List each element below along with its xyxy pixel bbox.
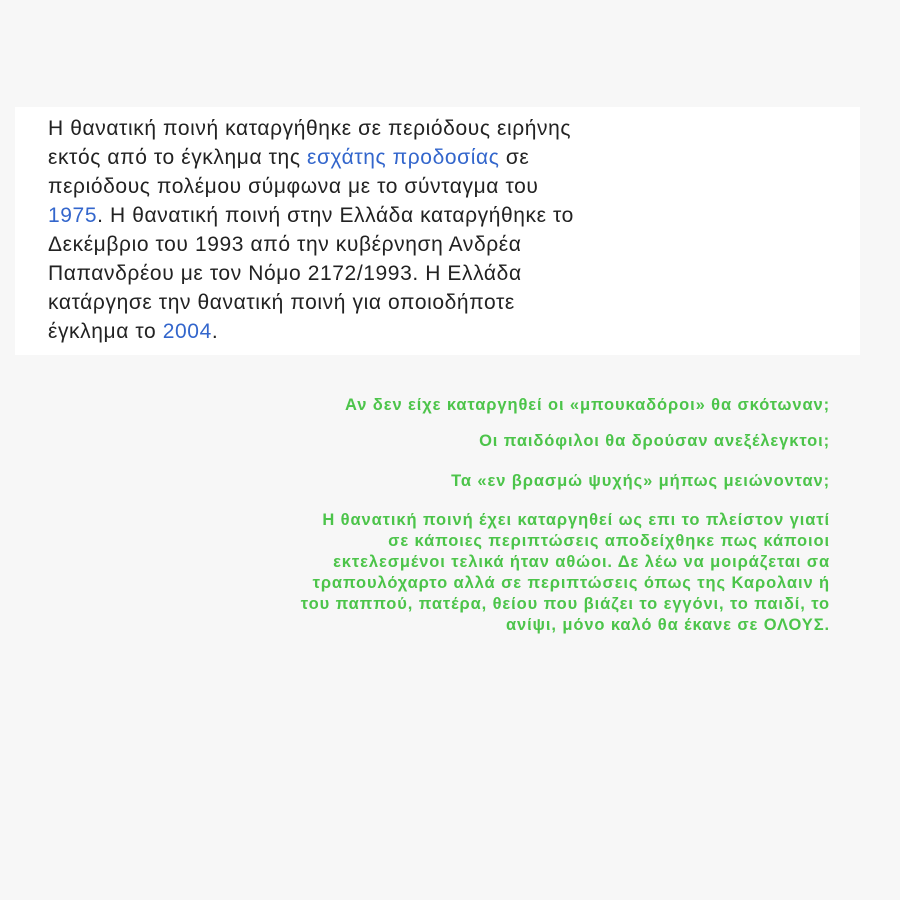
wikipedia-excerpt-card — [15, 107, 860, 355]
question-3: Τα «εν βρασμώ ψυχής» μήπως μειώνονταν; — [451, 472, 830, 490]
excerpt-line: Δεκέμβριο του 1993 από την κυβέρνηση Ανδρέα — [48, 233, 522, 256]
question-2: Οι παιδόφιλοι θα δρούσαν ανεξέλεγκτοι; — [479, 432, 830, 450]
paragraph-line: Η θανατική ποινή έχει καταργηθεί ως επι το πλείστον γιατί — [322, 511, 830, 529]
excerpt-line: Παπανδρέου με τον Νόμο 2172/1993. Η Ελλάδα — [48, 262, 522, 285]
excerpt-text: . — [211, 320, 219, 343]
comment-paragraph — [301, 510, 830, 636]
excerpt-line — [48, 204, 574, 228]
link-1975[interactable]: 1975 — [48, 204, 98, 227]
excerpt-text: . Η θανατική ποινή στην Ελλάδα καταργήθηκε το — [97, 204, 574, 227]
excerpt-line — [48, 320, 218, 344]
paragraph-line: τραπουλόχαρτο αλλά σε περιπτώσεις όπως της Καρολαιν ή — [312, 574, 830, 592]
excerpt-text: σε — [499, 146, 530, 169]
question-1: Αν δεν είχε καταργηθεί οι «μπουκαδόροι» θα σκότωναν; — [345, 396, 830, 414]
paragraph-line: του παππού, πατέρα, θείου που βιάζει το εγγόνι, το παιδί, το — [300, 595, 830, 613]
link-2004[interactable]: 2004 — [162, 320, 212, 343]
excerpt-line: Η θανατική ποινή καταργήθηκε σε περιόδους ειρήνης — [48, 117, 572, 140]
excerpt-text: έγκλημα το — [48, 320, 163, 343]
link-high-treason[interactable]: εσχάτης προδοσίας — [307, 146, 500, 169]
paragraph-line: εκτελεσμένοι τελικά ήταν αθώοι. Δε λέω να μοιράζεται σα — [333, 553, 830, 571]
excerpt-line: κατάργησε την θανατική ποινή για οποιοδήποτε — [48, 291, 515, 314]
excerpt-line — [48, 146, 529, 170]
paragraph-line: σε κάποιες περιπτώσεις αποδείχθηκε πως κάποιοι — [388, 532, 830, 550]
excerpt-line: περιόδους πολέμου σύμφωνα με το σύνταγμα του — [48, 175, 539, 198]
paragraph-line: ανίψι, μόνο καλό θα έκανε σε ΟΛΟΥΣ. — [505, 616, 830, 634]
excerpt-text: εκτός από το έγκλημα της — [48, 146, 307, 169]
